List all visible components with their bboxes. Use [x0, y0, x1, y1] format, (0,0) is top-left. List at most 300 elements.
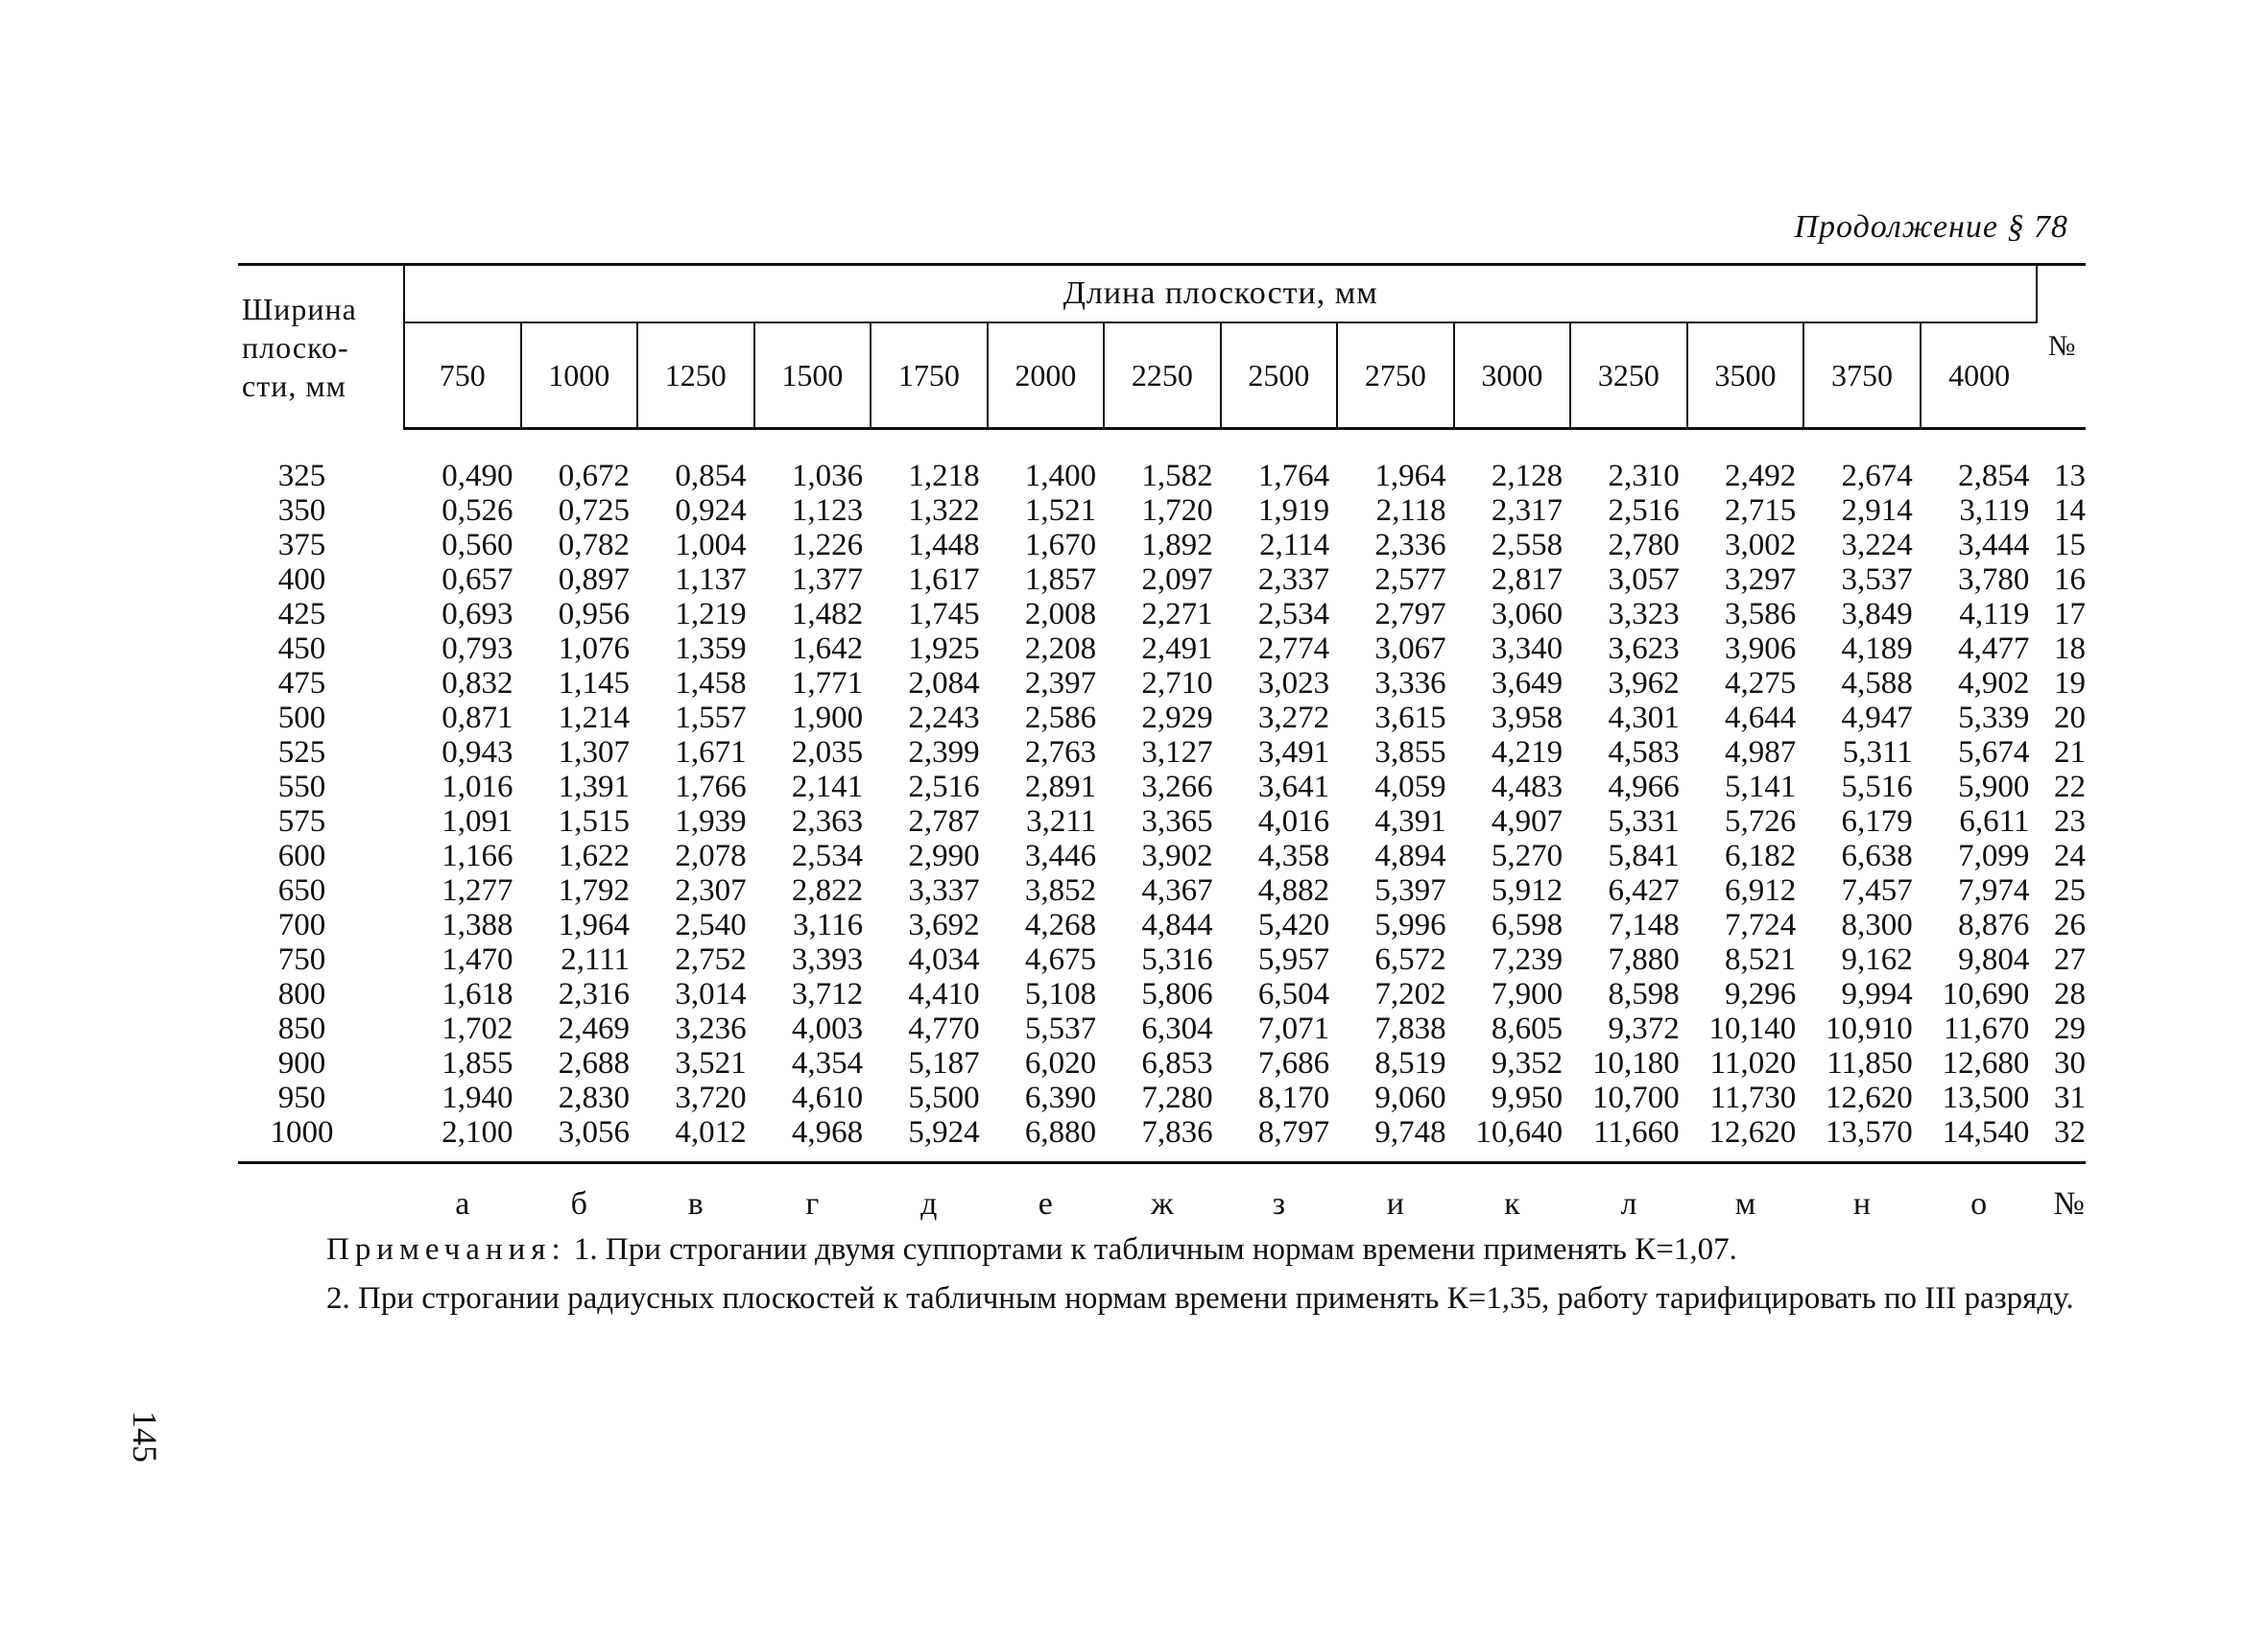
value-cell: 1,448 [908, 528, 980, 562]
column-letter-cell: и [1337, 1163, 1454, 1237]
value-cell: 12,620 [1708, 1115, 1797, 1150]
value-cell: 3,521 [675, 1046, 747, 1081]
page-number: 145 [126, 1411, 164, 1463]
value-cell: 3,337 [908, 873, 980, 908]
value-cell: 3,852 [1024, 873, 1097, 908]
value-cell: 3,127 [1141, 735, 1213, 770]
value-cell: 4,968 [791, 1115, 864, 1150]
value-cell: 0,832 [442, 666, 513, 701]
column-letter-cell: о [1921, 1163, 2038, 1237]
value-cell: 1,521 [1024, 493, 1097, 528]
value-cell: 3,849 [1841, 597, 1913, 631]
value-cell: 3,906 [1724, 631, 1797, 666]
row-number-cell: 29 [2054, 1012, 2086, 1046]
value-cell: 2,534 [791, 839, 864, 873]
table-row [238, 1081, 2086, 1115]
value-cell: 0,560 [442, 528, 513, 562]
value-cell: 3,692 [908, 908, 980, 942]
value-cell: 9,748 [1374, 1115, 1446, 1150]
value-cell: 1,964 [558, 908, 631, 942]
value-cell: 1,091 [442, 804, 513, 839]
value-cell: 4,844 [1141, 908, 1213, 942]
value-cell: 2,516 [908, 770, 980, 804]
value-cell: 1,720 [1141, 493, 1213, 528]
value-cell: 7,686 [1257, 1046, 1330, 1081]
value-cell: 5,270 [1491, 839, 1564, 873]
value-cell: 9,804 [1958, 942, 2030, 977]
value-cell: 3,116 [793, 908, 864, 942]
length-header-cell: 1750 [871, 322, 988, 429]
value-cell: 2,337 [1257, 562, 1330, 597]
value-cell: 5,806 [1141, 977, 1213, 1012]
value-cell: 1,855 [442, 1046, 513, 1081]
value-cell: 1,515 [558, 804, 631, 839]
value-cell: 4,367 [1141, 873, 1213, 908]
value-cell: 5,397 [1374, 873, 1446, 908]
value-cell: 3,780 [1958, 562, 2030, 597]
value-cell: 5,924 [908, 1115, 980, 1150]
width-cell: 425 [277, 597, 326, 631]
value-cell: 7,880 [1608, 942, 1680, 977]
column-letter-cell: ж [1104, 1163, 1221, 1237]
value-cell: 4,477 [1958, 631, 2030, 666]
value-cell: 1,214 [558, 701, 631, 735]
value-cell: 2,399 [908, 735, 980, 770]
value-cell: 12,680 [1942, 1046, 2030, 1081]
value-cell: 2,243 [908, 701, 980, 735]
value-cell: 5,500 [908, 1081, 980, 1115]
letters-row-spacer [238, 1163, 404, 1237]
width-cell: 450 [277, 631, 326, 666]
value-cell: 9,372 [1608, 1012, 1680, 1046]
table-header [238, 265, 2086, 429]
width-cell: 900 [277, 1046, 326, 1081]
value-cell: 4,894 [1374, 839, 1446, 873]
value-cell: 3,060 [1491, 597, 1564, 631]
note-1 [265, 1232, 2102, 1268]
value-cell: 1,166 [442, 839, 513, 873]
width-cell: 950 [277, 1081, 326, 1115]
value-cell: 1,642 [791, 631, 864, 666]
value-cell: 2,114 [1259, 528, 1330, 562]
value-cell: 3,855 [1374, 735, 1446, 770]
value-cell: 4,907 [1491, 804, 1564, 839]
length-header-cell: 4000 [1921, 322, 2038, 429]
length-header-cell: 2000 [988, 322, 1105, 429]
time-norms-table [238, 263, 2086, 1236]
value-cell: 9,994 [1841, 977, 1913, 1012]
value-cell: 4,275 [1724, 666, 1797, 701]
value-cell: 1,766 [675, 770, 747, 804]
length-header-cell: 2250 [1104, 322, 1221, 429]
value-cell: 1,123 [791, 493, 864, 528]
letters-number-sign: № [2037, 1163, 2086, 1237]
value-cell: 1,964 [1374, 459, 1446, 493]
value-cell: 2,208 [1024, 631, 1097, 666]
value-cell: 9,296 [1724, 977, 1797, 1012]
value-cell: 9,352 [1491, 1046, 1564, 1081]
value-cell: 1,792 [558, 873, 631, 908]
value-cell: 3,236 [675, 1012, 747, 1046]
width-cell: 325 [277, 459, 326, 493]
value-cell: 3,641 [1257, 770, 1330, 804]
value-cell: 2,008 [1024, 597, 1097, 631]
value-cell: 2,469 [558, 1012, 631, 1046]
value-cell: 1,226 [791, 528, 864, 562]
notes [326, 1232, 2102, 1317]
length-column-header: Длина плоскости, мм [404, 265, 2037, 323]
value-cell: 4,012 [675, 1115, 747, 1150]
width-cell: 700 [277, 908, 326, 942]
value-cell: 6,880 [1024, 1115, 1097, 1150]
value-cell: 3,902 [1141, 839, 1213, 873]
value-cell: 1,771 [791, 666, 864, 701]
value-cell: 1,307 [558, 735, 631, 770]
value-cell: 3,340 [1491, 631, 1564, 666]
value-cell: 0,871 [442, 701, 513, 735]
row-number-cell: 22 [2054, 770, 2086, 804]
value-cell: 3,002 [1724, 528, 1797, 562]
value-cell: 4,770 [908, 1012, 980, 1046]
row-number-cell: 26 [2054, 908, 2086, 942]
value-cell: 2,752 [675, 942, 747, 977]
value-cell: 3,586 [1724, 597, 1797, 631]
value-cell: 4,354 [791, 1046, 864, 1081]
column-letter-cell: м [1687, 1163, 1804, 1237]
column-letter-cell: н [1803, 1163, 1921, 1237]
value-cell: 3,057 [1608, 562, 1680, 597]
value-cell: 1,137 [675, 562, 747, 597]
value-cell: 1,622 [558, 839, 631, 873]
value-cell: 6,427 [1608, 873, 1680, 908]
value-cell: 4,483 [1491, 770, 1564, 804]
row-number-cell: 15 [2054, 528, 2086, 562]
value-cell: 1,400 [1024, 459, 1097, 493]
table-row [238, 459, 2086, 493]
value-cell: 7,202 [1374, 977, 1446, 1012]
table-row [238, 1012, 2086, 1046]
value-cell: 4,410 [908, 977, 980, 1012]
value-cell: 10,700 [1591, 1081, 1680, 1115]
value-cell: 10,910 [1825, 1012, 1913, 1046]
value-cell: 3,393 [791, 942, 864, 977]
length-header-cell: 1500 [754, 322, 871, 429]
row-number-cell: 18 [2054, 631, 2086, 666]
width-cell: 400 [277, 562, 326, 597]
value-cell: 1,218 [908, 459, 980, 493]
table-row [238, 597, 2086, 631]
value-cell: 1,076 [558, 631, 631, 666]
value-cell: 6,182 [1724, 839, 1797, 873]
value-cell: 0,943 [442, 735, 513, 770]
value-cell: 4,966 [1608, 770, 1680, 804]
value-cell: 4,016 [1257, 804, 1330, 839]
length-values-row [238, 322, 2086, 429]
row-number-cell: 16 [2054, 562, 2086, 597]
value-cell: 6,020 [1024, 1046, 1097, 1081]
value-cell: 11,660 [1593, 1115, 1680, 1150]
value-cell: 2,316 [558, 977, 631, 1012]
value-cell: 5,996 [1374, 908, 1446, 942]
value-cell: 8,521 [1724, 942, 1797, 977]
value-cell: 2,780 [1608, 528, 1680, 562]
value-cell: 3,014 [675, 977, 747, 1012]
value-cell: 2,307 [675, 873, 747, 908]
value-cell: 11,730 [1709, 1081, 1797, 1115]
value-cell: 4,882 [1257, 873, 1330, 908]
value-cell: 2,774 [1257, 631, 1330, 666]
column-letter-cell: г [754, 1163, 871, 1237]
value-cell: 0,956 [558, 597, 631, 631]
note-1-text: 1. При строгании двумя суппортами к табличным нормам времени применять К=1,07. [573, 1232, 1737, 1267]
value-cell: 11,020 [1709, 1046, 1797, 1081]
value-cell: 9,950 [1491, 1081, 1564, 1115]
spacer-row [238, 429, 2086, 460]
value-cell: 8,797 [1257, 1115, 1330, 1150]
value-cell: 12,620 [1825, 1081, 1913, 1115]
value-cell: 5,311 [1842, 735, 1913, 770]
value-cell: 2,534 [1257, 597, 1330, 631]
value-cell: 7,280 [1141, 1081, 1213, 1115]
width-column-header: Ширина плоско-сти, мм [238, 265, 404, 429]
value-cell: 1,322 [908, 493, 980, 528]
width-cell: 800 [277, 977, 326, 1012]
value-cell: 3,446 [1024, 839, 1097, 873]
value-cell: 6,304 [1141, 1012, 1213, 1046]
value-cell: 1,036 [791, 459, 864, 493]
value-cell: 1,145 [558, 666, 631, 701]
column-letter-cell: к [1454, 1163, 1571, 1237]
value-cell: 2,817 [1491, 562, 1564, 597]
value-cell: 11,670 [1943, 1012, 2030, 1046]
value-cell: 1,557 [675, 701, 747, 735]
value-cell: 2,035 [791, 735, 864, 770]
value-cell: 1,919 [1257, 493, 1330, 528]
number-column-header: № [2037, 265, 2086, 429]
value-cell: 2,914 [1841, 493, 1913, 528]
value-cell: 1,702 [442, 1012, 513, 1046]
value-cell: 0,793 [442, 631, 513, 666]
row-number-cell: 28 [2054, 977, 2086, 1012]
value-cell: 5,537 [1024, 1012, 1097, 1046]
value-cell: 2,111 [561, 942, 631, 977]
row-number-cell: 13 [2054, 459, 2086, 493]
column-letter-cell: з [1221, 1163, 1338, 1237]
value-cell: 3,023 [1257, 666, 1330, 701]
length-header-cell: 750 [404, 322, 521, 429]
value-cell: 7,724 [1724, 908, 1797, 942]
value-cell: 3,119 [1959, 493, 2030, 528]
value-cell: 5,516 [1841, 770, 1913, 804]
value-cell: 2,830 [558, 1081, 631, 1115]
value-cell: 13,500 [1942, 1081, 2030, 1115]
table-row [238, 977, 2086, 1012]
value-cell: 7,148 [1608, 908, 1680, 942]
value-cell: 2,854 [1958, 459, 2030, 493]
value-cell: 7,974 [1958, 873, 2030, 908]
value-cell: 6,504 [1257, 977, 1330, 1012]
row-number-cell: 32 [2054, 1115, 2086, 1150]
value-cell: 1,470 [442, 942, 513, 977]
value-cell: 10,640 [1475, 1115, 1564, 1150]
value-cell: 8,300 [1841, 908, 1913, 942]
value-cell: 5,339 [1958, 701, 2030, 735]
value-cell: 2,688 [558, 1046, 631, 1081]
row-number-cell: 25 [2054, 873, 2086, 908]
notes-label: Примечания: [326, 1232, 566, 1267]
value-cell: 3,444 [1958, 528, 2030, 562]
length-header-cell: 3750 [1803, 322, 1921, 429]
value-cell: 1,482 [791, 597, 864, 631]
table-row [238, 562, 2086, 597]
value-cell: 13,570 [1825, 1115, 1913, 1150]
value-cell: 2,118 [1375, 493, 1446, 528]
table-row [238, 873, 2086, 908]
table-row [238, 666, 2086, 701]
row-number-cell: 27 [2054, 942, 2086, 977]
table-row [238, 839, 2086, 873]
value-cell: 2,763 [1024, 735, 1097, 770]
value-cell: 4,059 [1374, 770, 1446, 804]
value-cell: 1,940 [442, 1081, 513, 1115]
value-cell: 6,853 [1141, 1046, 1213, 1081]
value-cell: 0,693 [442, 597, 513, 631]
value-cell: 2,929 [1141, 701, 1213, 735]
value-cell: 5,841 [1608, 839, 1680, 873]
value-cell: 2,577 [1374, 562, 1446, 597]
value-cell: 2,336 [1374, 528, 1446, 562]
value-cell: 4,268 [1024, 908, 1097, 942]
row-number-cell: 21 [2054, 735, 2086, 770]
value-cell: 3,537 [1841, 562, 1913, 597]
column-letters-row [238, 1163, 2086, 1237]
value-cell: 6,611 [1959, 804, 2030, 839]
value-cell: 9,060 [1374, 1081, 1446, 1115]
value-cell: 6,638 [1841, 839, 1913, 873]
value-cell: 1,391 [558, 770, 631, 804]
value-cell: 4,119 [1959, 597, 2030, 631]
row-number-cell: 20 [2054, 701, 2086, 735]
table-row [238, 735, 2086, 770]
value-cell: 6,912 [1724, 873, 1797, 908]
value-cell: 2,310 [1608, 459, 1680, 493]
value-cell: 8,519 [1374, 1046, 1446, 1081]
value-cell: 2,516 [1608, 493, 1680, 528]
value-cell: 4,675 [1024, 942, 1097, 977]
width-cell: 375 [277, 528, 326, 562]
value-cell: 5,420 [1257, 908, 1330, 942]
value-cell: 7,838 [1374, 1012, 1446, 1046]
value-cell: 5,316 [1141, 942, 1213, 977]
value-cell: 4,189 [1841, 631, 1913, 666]
value-cell: 3,336 [1374, 666, 1446, 701]
table-row [238, 701, 2086, 735]
value-cell: 8,170 [1257, 1081, 1330, 1115]
column-letter-cell: л [1570, 1163, 1687, 1237]
width-cell: 1000 [270, 1115, 334, 1150]
row-number-cell: 30 [2054, 1046, 2086, 1081]
value-cell: 7,836 [1141, 1115, 1213, 1150]
table-row [238, 493, 2086, 528]
length-header-cell: 1250 [637, 322, 754, 429]
note-2: 2. При строгании радиусных плоскостей к табличным нормам времени применять К=1,35, работу тарифицировать по III разряду. [326, 1281, 2074, 1316]
length-header-cell: 2500 [1221, 322, 1338, 429]
value-cell: 3,649 [1491, 666, 1564, 701]
value-cell: 4,583 [1608, 735, 1680, 770]
value-cell: 3,266 [1141, 770, 1213, 804]
table-row [238, 942, 2086, 977]
value-cell: 11,850 [1826, 1046, 1913, 1081]
length-header-cell: 3500 [1687, 322, 1804, 429]
value-cell: 2,715 [1724, 493, 1797, 528]
value-cell: 2,822 [791, 873, 864, 908]
value-cell: 2,710 [1141, 666, 1213, 701]
value-cell: 2,271 [1141, 597, 1213, 631]
value-cell: 0,782 [558, 528, 631, 562]
value-cell: 1,857 [1024, 562, 1097, 597]
row-number-cell: 23 [2054, 804, 2086, 839]
value-cell: 3,615 [1374, 701, 1446, 735]
value-cell: 2,078 [675, 839, 747, 873]
value-cell: 1,458 [675, 666, 747, 701]
value-cell: 7,071 [1257, 1012, 1330, 1046]
table-row [238, 1046, 2086, 1081]
value-cell: 2,097 [1141, 562, 1213, 597]
value-cell: 2,141 [791, 770, 864, 804]
value-cell: 5,957 [1257, 942, 1330, 977]
length-header-cell: 1000 [521, 322, 638, 429]
column-letter-cell: д [871, 1163, 988, 1237]
value-cell: 3,272 [1257, 701, 1330, 735]
value-cell: 1,016 [442, 770, 513, 804]
value-cell: 0,672 [558, 459, 631, 493]
table-row [238, 631, 2086, 666]
width-cell: 500 [277, 701, 326, 735]
value-cell: 1,359 [675, 631, 747, 666]
value-cell: 0,490 [442, 459, 513, 493]
row-number-cell: 14 [2054, 493, 2086, 528]
value-cell: 1,764 [1257, 459, 1330, 493]
value-cell: 5,141 [1724, 770, 1797, 804]
row-number-cell: 31 [2054, 1081, 2086, 1115]
width-cell: 650 [277, 873, 326, 908]
value-cell: 3,712 [791, 977, 864, 1012]
value-cell: 5,187 [908, 1046, 980, 1081]
length-header-cell: 3000 [1454, 322, 1571, 429]
value-cell: 1,582 [1141, 459, 1213, 493]
width-cell: 525 [277, 735, 326, 770]
value-cell: 1,618 [442, 977, 513, 1012]
value-cell: 3,297 [1724, 562, 1797, 597]
table-row [238, 528, 2086, 562]
value-cell: 10,690 [1942, 977, 2030, 1012]
value-cell: 7,239 [1491, 942, 1564, 977]
value-cell: 1,377 [791, 562, 864, 597]
value-cell: 2,397 [1024, 666, 1097, 701]
value-cell: 0,725 [558, 493, 631, 528]
value-cell: 3,067 [1374, 631, 1446, 666]
width-cell: 550 [277, 770, 326, 804]
value-cell: 2,084 [908, 666, 980, 701]
value-cell: 4,588 [1841, 666, 1913, 701]
table-row [238, 1115, 2086, 1163]
value-cell: 2,128 [1491, 459, 1564, 493]
length-header-cell: 3250 [1570, 322, 1687, 429]
value-cell: 1,219 [675, 597, 747, 631]
column-letter-cell: а [404, 1163, 521, 1237]
value-cell: 1,617 [908, 562, 980, 597]
value-cell: 4,301 [1608, 701, 1680, 735]
